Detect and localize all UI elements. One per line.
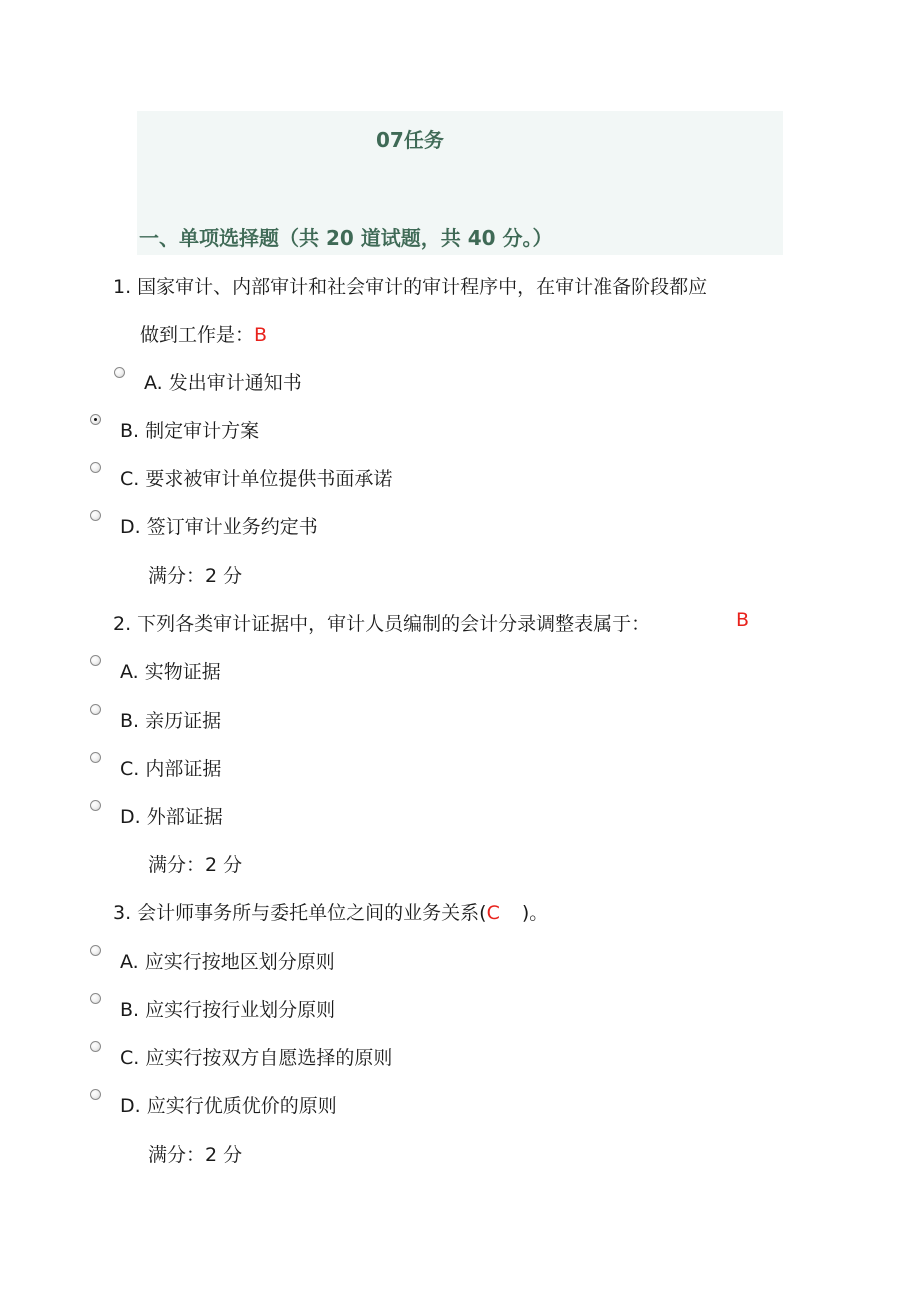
q1-score: 满分：2 分 [148, 565, 243, 587]
question-2-text [113, 609, 650, 636]
q3-option-b-label[interactable]: B. 应实行按行业划分原则 [120, 999, 336, 1021]
q2-option-a-label[interactable]: A. 实物证据 [120, 661, 221, 683]
question-2-line1: 2. 下列各类审计证据中，审计人员编制的会计分录调整表属于： [113, 613, 651, 635]
q3-option-d-label[interactable]: D. 应实行优质优价的原则 [120, 1095, 337, 1117]
q2-option-a-radio[interactable] [90, 655, 101, 666]
question-3-answer: C [486, 902, 500, 924]
q2-option-d-radio[interactable] [90, 800, 101, 811]
q3-option-a-label[interactable]: A. 应实行按地区划分原则 [120, 951, 335, 973]
q2-option-c-radio[interactable] [90, 752, 101, 763]
q3-option-c-label[interactable]: C. 应实行按双方自愿选择的原则 [120, 1047, 393, 1069]
q1-option-a-radio[interactable] [114, 367, 125, 378]
question-1-line1: 1. 国家审计、内部审计和社会审计的审计程序中，在审计准备阶段都应 [113, 276, 708, 298]
q1-option-c-label[interactable]: C. 要求被审计单位提供书面承诺 [120, 468, 393, 490]
page-title: 07任务 [376, 128, 444, 152]
question-3-line1-post: )。 [521, 902, 549, 924]
q3-option-a-radio[interactable] [90, 945, 101, 956]
q1-option-a-label[interactable]: A. 发出审计通知书 [144, 372, 302, 394]
question-1-text [113, 272, 707, 299]
q1-option-b-label[interactable]: B. 制定审计方案 [120, 420, 260, 442]
q1-option-b-radio[interactable] [90, 414, 101, 425]
question-3-line1-pre: 3. 会计师事务所与委托单位之间的业务关系( [113, 902, 487, 924]
q2-option-c-label[interactable]: C. 内部证据 [120, 758, 222, 780]
question-3-text [113, 898, 548, 925]
section-heading: 一、单项选择题（共 20 道试题，共 40 分。） [139, 226, 553, 250]
q1-option-d-radio[interactable] [90, 510, 101, 521]
question-1-answer: B [254, 324, 268, 346]
q3-score: 满分：2 分 [148, 1144, 243, 1166]
q3-option-b-radio[interactable] [90, 993, 101, 1004]
question-2-answer: B [736, 609, 750, 631]
q2-score: 满分：2 分 [148, 854, 243, 876]
question-1-text-cont [140, 320, 267, 347]
q2-option-b-radio[interactable] [90, 704, 101, 715]
q3-option-d-radio[interactable] [90, 1089, 101, 1100]
q2-option-b-label[interactable]: B. 亲历证据 [120, 710, 222, 732]
q1-option-c-radio[interactable] [90, 462, 101, 473]
question-1-line2: 做到工作是： [140, 324, 255, 346]
q3-option-c-radio[interactable] [90, 1041, 101, 1052]
q2-option-d-label[interactable]: D. 外部证据 [120, 806, 223, 828]
q1-option-d-label[interactable]: D. 签订审计业务约定书 [120, 516, 318, 538]
